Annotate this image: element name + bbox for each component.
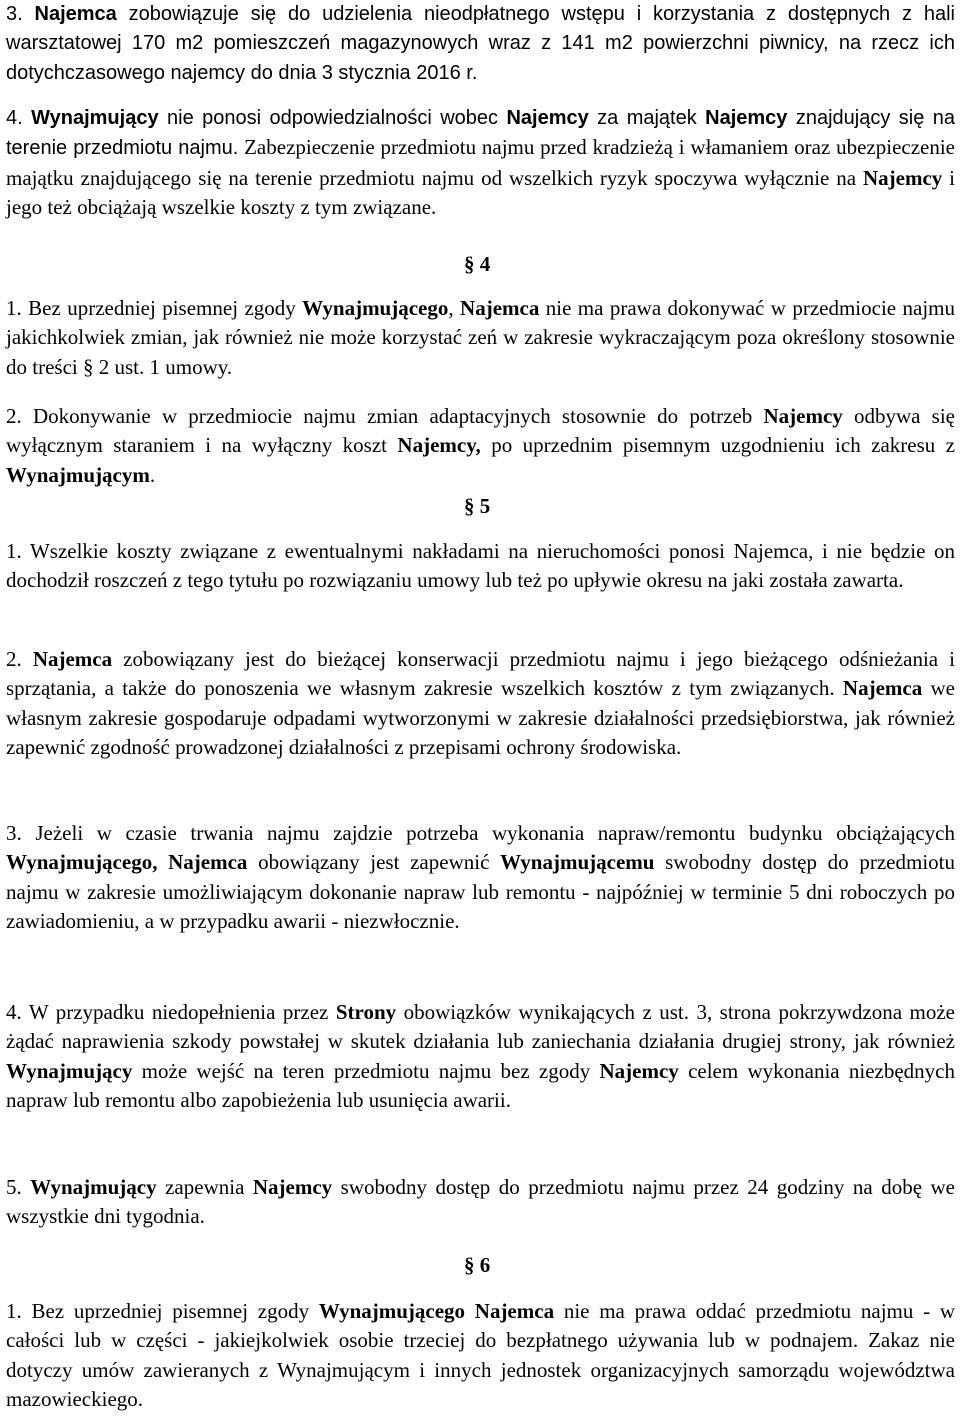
paragraph-text: we własnym zakresie gospodaruje odpadami wytworzonymi w zakresie działalności przedsiębiorstwa, jak również zapewnić zgodność prowadzonej działalności z przepisami ochrony środowiska.	[6, 676, 955, 759]
paragraph-number: 4.	[6, 107, 32, 129]
paragraph-text: nie ma prawa dokonywać w przedmiocie najmu jakichkolwiek zmian, jak również nie może korzystać zeń w zakresie wykraczającym poza określony stosownie do treści § 2 ust. 1 umowy.	[6, 296, 955, 379]
bold-term: Strony	[335, 1000, 397, 1024]
paragraph-text: swobodny dostęp do przedmiotu najmu przez 24 godziny na dobę we wszystkie dni tygodnia.	[6, 1175, 955, 1229]
section-5-paragraph-3	[6, 819, 955, 936]
bold-term: Najemcy	[506, 107, 589, 129]
section-heading-4: § 4	[464, 252, 491, 276]
paragraph-text: 1. Bez uprzedniej pisemnej zgody	[6, 296, 303, 320]
paragraph-text: zapewnia	[156, 1175, 253, 1199]
section-5-paragraph-5	[6, 1173, 955, 1232]
paragraph-text: 1. Bez uprzedniej pisemnej zgody	[6, 1299, 319, 1323]
paragraph-4	[6, 103, 955, 222]
section-heading-6: § 6	[464, 1253, 491, 1277]
paragraph-text: zobowiązany jest do bieżącej konserwacji przedmiotu najmu i jego bieżącego odśnieżania i sprzątania, a także do ponoszenia we własnym zakresie wszelkich kosztów z tym związanych.	[6, 647, 955, 701]
bold-term: Wynajmującego Najemca	[318, 1299, 555, 1323]
paragraph-text: obowiązany jest zapewnić	[247, 850, 501, 875]
bold-term: Wynajmującemu	[500, 850, 655, 875]
paragraph-text: obowiązków wynikających z ust. 3, strona pokrzywdzona może żądać naprawienia szkody powstałej w skutek działania lub zaniechania działania drugiej strony, jak również	[6, 1000, 956, 1054]
section-heading-5: § 5	[464, 494, 491, 518]
paragraph-text: znajdujący się na terenie przedmiotu najmu.	[6, 107, 956, 160]
paragraph-text: i jego też obciążają wszelkie koszty z tym związane.	[6, 165, 955, 219]
paragraph-text: 3. Jeżeli w czasie trwania najmu zajdzie potrzeba wykonania napraw/remontu budynku obciążających	[6, 821, 955, 845]
bold-term: Wynajmującego, Najemca	[6, 850, 248, 875]
paragraph-text: może wejść na teren przedmiotu najmu bez zgody	[132, 1058, 600, 1083]
paragraph-text: 5.	[6, 1175, 31, 1199]
paragraph-text: Zabezpieczenie przedmiotu najmu przed kradzieżą i włamaniem oraz ubezpieczenie majątku znajdującego się na terenie przedmiotu najmu od wszelkich ryzyk spoczywa wyłącznie na	[6, 135, 956, 190]
section-5-paragraph-1	[6, 537, 955, 596]
bold-term: Wynajmującym	[6, 462, 150, 487]
paragraph-text: swobodny dostęp do przedmiotu najmu w zakresie umożliwiającym dokonanie napraw lub remontu - najpóźniej w terminie 5 dni roboczych po zawiadomieniu, a w przypadku awarii - niezwłocznie.	[6, 850, 955, 933]
paragraph-text: nie ma prawa oddać przedmiotu najmu - w całości lub w części - jakiejkolwiek osobie trzeciej do bezpłatnego używania lub w podnajem. Zakaz nie dotyczy umów zawieranych z Wynajmującym i innych jednostek organizacyjnych samorządu województwa mazowieckiego.	[6, 1299, 955, 1411]
bold-term: Najemcy,	[397, 433, 481, 458]
paragraph-text: .	[149, 462, 156, 487]
paragraph-text: po uprzednim pisemnym uzgodnieniu ich zakresu z	[480, 433, 955, 458]
bold-term: Wynajmujący	[31, 107, 159, 129]
paragraph-text: 1. Wszelkie koszty związane z ewentualnymi nakładami na nieruchomości ponosi Najemca, i nie będzie on dochodził roszczeń z tego tytułu po rozwiązaniu umowy lub też po upływie okresu na jaki została zawarta.	[6, 539, 955, 593]
bold-term: Najemcy	[705, 107, 788, 129]
paragraph-text: za majątek	[588, 107, 706, 129]
paragraph-text: celem wykonania niezbędnych napraw lub remontu albo zapobieżenia lub usunięcia awarii.	[6, 1058, 956, 1112]
section-4-paragraph-1	[6, 294, 955, 382]
bold-term: Najemca	[32, 647, 113, 671]
paragraph-text: 4. W przypadku niedopełnienia przez	[6, 1000, 336, 1024]
bold-term: Wynajmujący	[30, 1175, 157, 1199]
section-4-paragraph-2	[6, 402, 955, 490]
section-5-paragraph-2	[6, 645, 955, 762]
bold-term: Wynajmującego	[302, 296, 449, 320]
paragraph-3	[6, 0, 955, 88]
bold-term: Najemca	[842, 676, 923, 701]
bold-term: Najemcy	[763, 404, 843, 428]
paragraph-text: 2. Dokonywanie w przedmiocie najmu zmian adaptacyjnych stosownie do potrzeb	[6, 404, 764, 428]
paragraph-text: ,	[448, 296, 461, 320]
paragraph-text: odbywa się wyłącznym staraniem i na wyłączny koszt	[6, 404, 955, 458]
bold-term: Najemcy	[252, 1175, 333, 1199]
paragraph-number: 3.	[6, 3, 35, 25]
bold-term: Najemcy	[599, 1058, 679, 1083]
paragraph-text: 2.	[6, 647, 33, 671]
bold-term: Wynajmujący	[6, 1058, 133, 1083]
paragraph-text: zobowiązuje się do udzielenia nieodpłatnego wstępu i korzystania z dostępnych z hali warsztatowej 170 m2 pomieszczeń magazynowych wraz z 141 m2 powierzchni piwnicy, na rzecz ich dotychczasowego najemcy do dnia 3 stycznia 2016 r.	[6, 3, 955, 84]
paragraph-text: nie ponosi odpowiedzialności wobec	[158, 107, 507, 129]
bold-term: Najemcy	[862, 165, 943, 190]
bold-term: Najemca	[460, 296, 540, 320]
section-6-paragraph-1	[6, 1297, 955, 1414]
bold-term: Najemca	[34, 3, 117, 25]
section-5-paragraph-4	[6, 998, 955, 1115]
